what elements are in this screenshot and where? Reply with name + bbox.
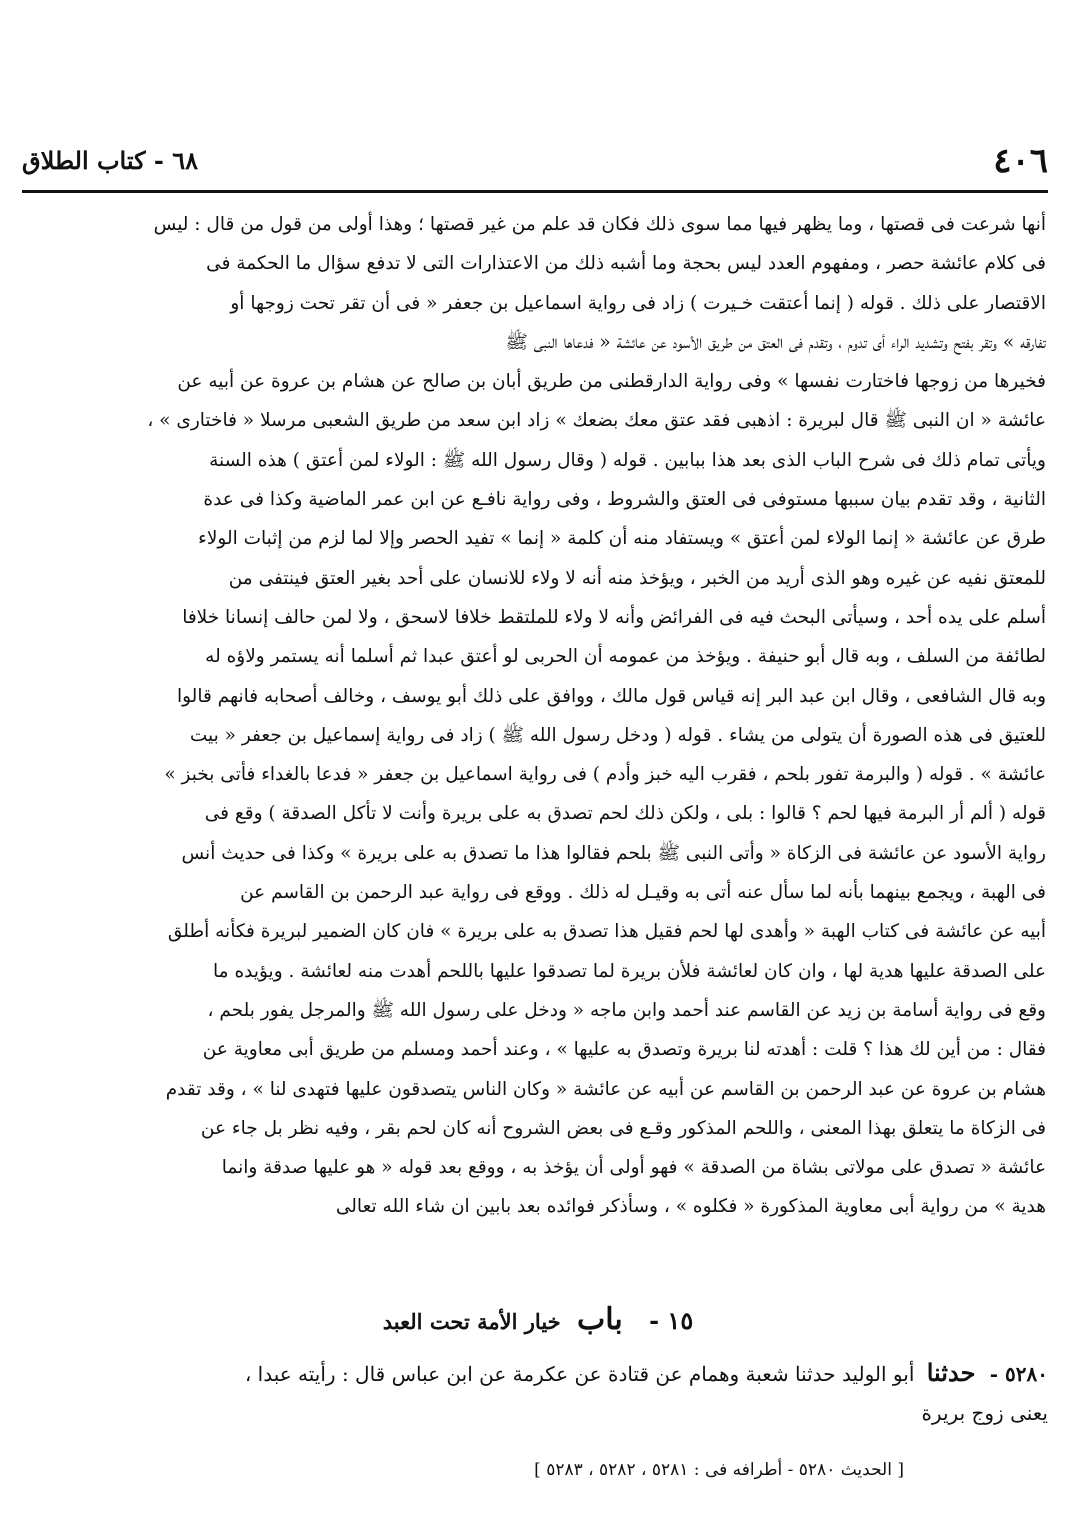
hadith-line-2: يعنى زوج بريرة	[921, 1401, 1048, 1425]
chapter-word: باب	[577, 1302, 623, 1337]
text-line: قوله ( ألم أر البرمة فيها لحم ؟ قالوا : بلى ، ولكن ذلك لحم تصدق به على بريرة وأنت لا تأكل الصدقة ) وقع فى	[204, 803, 1046, 825]
text-line: للمعتق نفيه عن غيره وهو الذى أريد من الخبر ، ويؤخذ منه أنه لا ولاء للانسان على أحد بغير العتق فينتفى من	[228, 567, 1046, 589]
text-line: عائشة » . قوله ( والبرمة تفور بلحم ، فقرب اليه خبز وأدم ) فى رواية اسماعيل بن جعفر « فدعا بالغداء فأتى بخبز »	[164, 764, 1046, 786]
text-line: هشام بن عروة عن عبد الرحمن بن القاسم عن أبيه عن عائشة « وكان الناس يتصدقون عليها فتهدى لنا » ، وقد تقدم	[165, 1078, 1046, 1100]
chapter-title: خيار الأمة تحت العبد	[382, 1309, 561, 1334]
text-line: فخيرها من زوجها فاختارت نفسها » وفى رواية الدارقطنى من طريق أبان بن صالح عن هشام بن عروة عن أبيه عن	[177, 371, 1046, 393]
text-line: وقع فى رواية أسامة بن زيد عن القاسم عند أحمد وابن ماجه « ودخل على رسول الله ﷺ والمرجل يفور بلحم ،	[207, 999, 1046, 1021]
text-line: أسلم على يده أحد ، وسيأتى البحث فيه فى الفرائض وأنه لا ولاء للملتقط خلافا لاسحق ، ولا لمن حالف إنسانا خلافا	[182, 606, 1046, 628]
text-line: فى الزكاة ما يتعلق بهذا المعنى ، واللحم المذكور وقـع فى بعض الشروح أنه كان لحم بقر ، وفيه نظر بل جاء عن	[200, 1117, 1046, 1139]
chapter-number: ١٥ -	[649, 1306, 694, 1335]
text-line: ويأتى تمام ذلك فى شرح الباب الذى بعد هذا ببابين . قوله ( وقال رسول الله ﷺ : الولاء لمن أعتق ) هذه السنة	[209, 449, 1046, 471]
text-line: تفارقه » وتقر بفتح وتشديد الراء أى تدوم ، وتقدم فى العتق من طريق الأسود عن عائشة « فدعاها النبى ﷺ	[505, 331, 1046, 353]
text-line: لطائفة من السلف ، وبه قال أبو حنيفة . ويؤخذ من عمومه أن الحربى لو أعتق عبدا ثم أسلما أنه يستمر ولاؤه له	[205, 646, 1046, 668]
footnote: [ الحديث ٥٢٨٠ - أطرافه فى : ٥٢٨١ ، ٥٢٨٢ ، ٥٢٨٣ ]	[534, 1460, 904, 1480]
text-line: رواية الأسود عن عائشة فى الزكاة « وأتى النبى ﷺ بلحم فقالوا هذا ما تصدق به على بريرة » وكذا فى حديث أنس	[181, 842, 1046, 864]
hadith-block	[28, 1355, 1048, 1435]
text-line: عائشة « ان النبى ﷺ قال لبريرة : اذهبى فقد عتق معك بضعك » زاد ابن سعد من طريق الشعبى مرسلا « فاختارى » ،	[147, 410, 1046, 432]
text-line: عائشة « تصدق على مولاتى بشاة من الصدقة » فهو أولى أن يؤخذ به ، ووقع بعد قوله « هو عليها صدقة وانما	[221, 1157, 1046, 1179]
hadith-text: أبو الوليد حدثنا شعبة وهمام عن قتادة عن عكرمة عن ابن عباس قال : رأيته عبدا ،	[244, 1362, 915, 1386]
page-number: ٤٠٦	[993, 141, 1048, 181]
hadith-number: ٥٢٨٠ -	[989, 1362, 1048, 1386]
text-line: للعتيق فى هذه الصورة أن يتولى من يشاء . قوله ( ودخل رسول الله ﷺ ) زاد فى رواية إسماعيل بن جعفر « بيت	[189, 724, 1046, 746]
text-line: فقال : من أين لك هذا ؟ قلت : أهدته لنا بريرة وتصدق به عليها » ، وعند أحمد ومسلم من طريق أبى معاوية عن	[202, 1039, 1046, 1061]
text-line: وبه قال الشافعى ، وقال ابن عبد البر إنه قياس قول مالك ، ووافق على ذلك أبو يوسف ، وخالف أصحابه فانهم قالوا	[176, 685, 1046, 707]
text-line: فى الهبة ، ويجمع بينهما بأنه لما سأل عنه أتى به وقيـل له ذلك . ووقع فى رواية عبد الرحمن بن القاسم عن	[240, 882, 1046, 904]
commentary-text	[30, 205, 1046, 1227]
page-header	[22, 138, 1048, 184]
text-line: هدية » من رواية أبى معاوية المذكورة « فكلوه » ، وسأذكر فوائده بعد بابين ان شاء الله تعالى	[335, 1196, 1046, 1218]
text-line: الاقتصار على ذلك . قوله ( إنما أعتقت خـيرت ) زاد فى رواية اسماعيل بن جعفر « فى أن تقر تحت زوجها أو	[230, 292, 1046, 314]
running-title: ٦٨ - كتاب الطلاق	[22, 146, 198, 175]
header-rule	[22, 190, 1048, 193]
text-line: على الصدقة عليها هدية لها ، وان كان لعائشة فلأن بريرة لما تصدقوا عليها باللحم أهدت منه لعائشة . ويؤيده ما	[213, 960, 1046, 982]
chapter-heading	[0, 1302, 1076, 1337]
text-line: أبيه عن عائشة فى كتاب الهبة « وأهدى لها لحم فقيل هذا تصدق به على بريرة » فان كان الضمير لبريرة فكأنه أطلق	[167, 921, 1046, 943]
text-line: أنها شرعت فى قصتها ، وما يظهر فيها مما سوى ذلك فكان قد علم من غير قصتها ؛ وهذا أولى من قول من قال : ليس	[153, 214, 1046, 235]
text-line: الثانية ، وقد تقدم بيان سببها مستوفى فى العتق والشروط ، وفى رواية نافـع عن ابن عمر الماضية وكذا فى عدة	[203, 489, 1046, 511]
text-line: طرق عن عائشة « إنما الولاء لمن أعتق » ويستفاد منه أن كلمة « إنما » تفيد الحصر وإلا لما لزم من إثبات الولاء	[198, 528, 1046, 550]
text-line: فى كلام عائشة حصر ، ومفهوم العدد ليس بحجة وما أشبه ذلك من الاعتذارات التى لا تدفع سؤال ما الحكمة فى	[206, 253, 1046, 275]
hadith-line	[28, 1355, 1048, 1395]
hadith-opening: حدثنا	[926, 1358, 976, 1387]
